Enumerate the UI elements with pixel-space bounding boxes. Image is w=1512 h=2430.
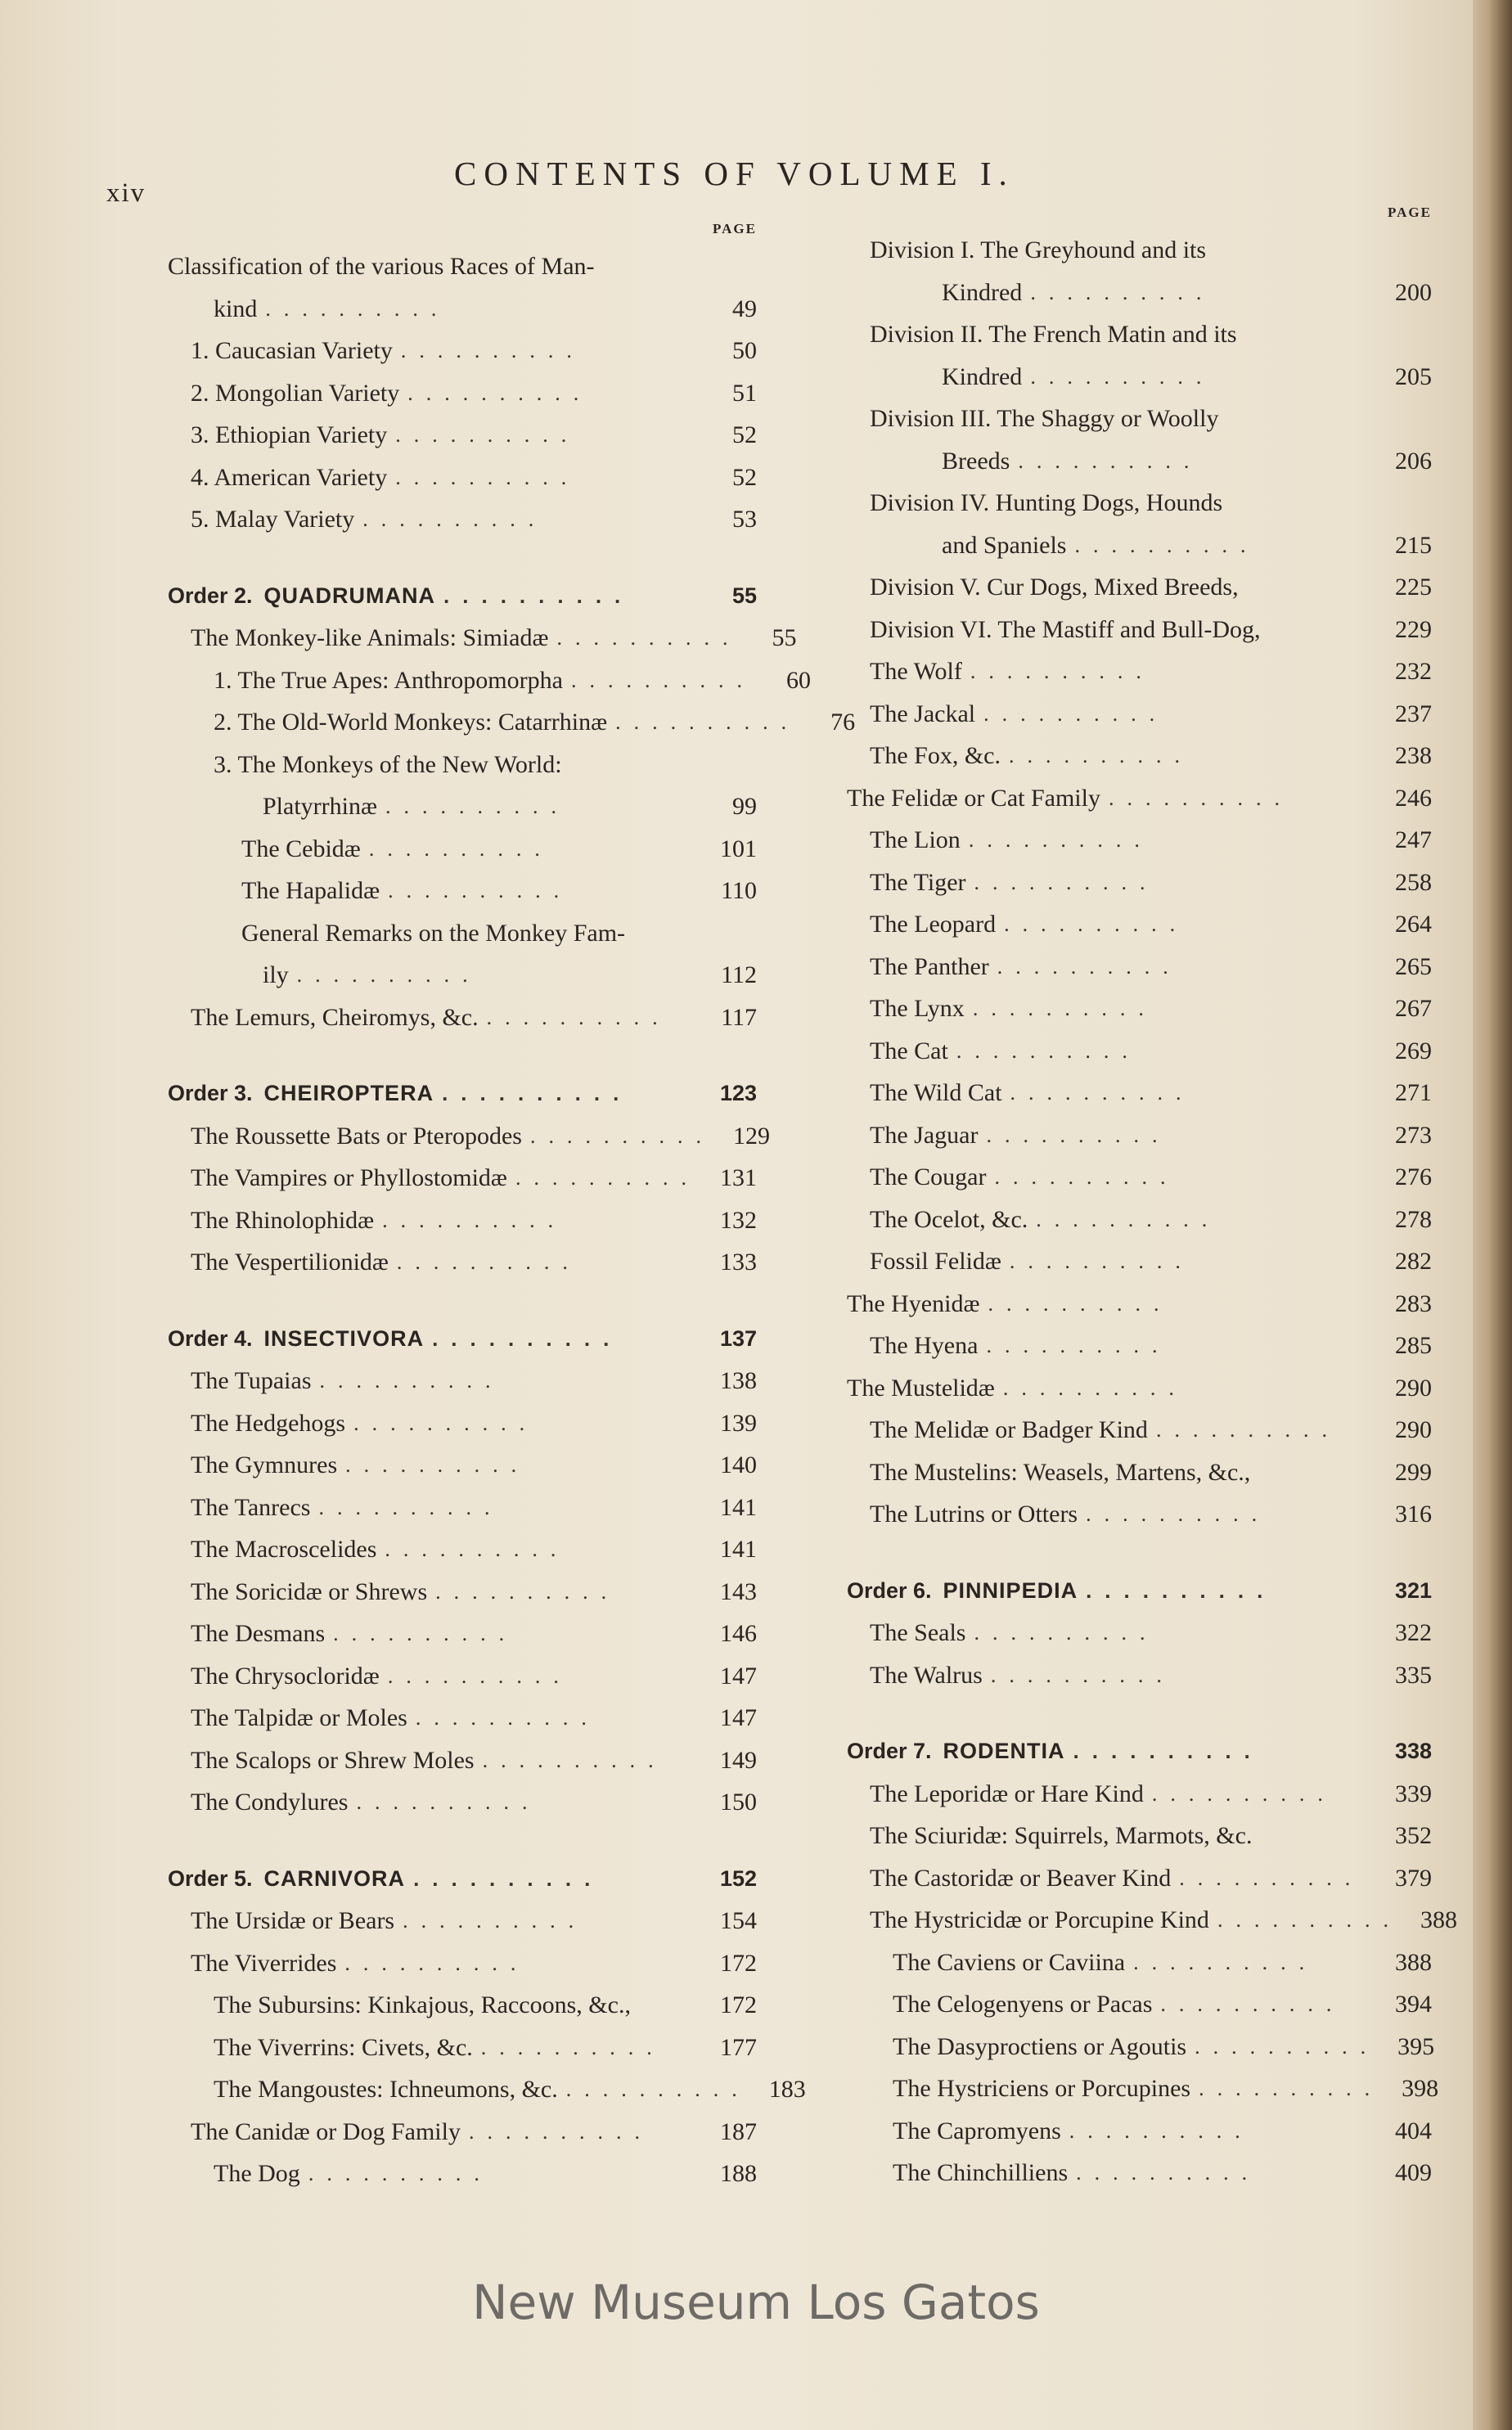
list-item: The Leporidæ or Hare Kind .......... 339 [870,1780,1432,1807]
list-item: The Ocelot, &c. .......... 278 [870,1205,1432,1233]
list-item: The Chrysocloridæ .......... 147 [191,1662,757,1690]
list-item: The Viverrides .......... 172 [191,1949,757,1977]
order-heading-carnivora: Order 5. CARNIVORA .......... 152 [168,1865,757,1891]
list-item: The Hedgehogs .......... 139 [191,1409,757,1437]
list-item: and Spaniels .......... 215 [942,531,1432,559]
order-heading-cheiroptera: Order 3. CHEIROPTERA .......... 123 [168,1081,757,1105]
list-item: The Macroscelides .......... 141 [191,1536,757,1563]
list-item: 3. Ethiopian Variety .......... 52 [191,421,757,448]
varieties-list [168,330,757,541]
watermark: New Museum Los Gatos [472,2275,1040,2330]
list-item: 2. Mongolian Variety .......... 51 [191,379,757,407]
book-binding-edge [1473,0,1512,2430]
list-item: The Lynx .......... 267 [870,995,1432,1022]
page-column-label: PAGE [1388,205,1432,220]
list-item: The Lemurs, Cheiromys, &c. .......... 117 [191,1003,757,1031]
list-item: The Monkey-like Animals: Simiadæ .......... 55 [191,624,797,651]
order-heading-rodentia: Order 7. RODENTIA .......... 338 [847,1739,1432,1763]
entry-classification: kind .......... 49 [214,295,757,322]
list-item: The Seals .......... 322 [870,1619,1432,1646]
list-item: The Leopard .......... 264 [870,911,1432,938]
list-item: Platyrrhinæ .......... 99 [263,793,757,820]
list-item: The Desmans .......... 146 [191,1620,757,1647]
list-item: The Gymnures .......... 140 [191,1451,757,1478]
list-item: The Talpidæ or Moles .......... 147 [191,1704,757,1731]
order-heading-insectivora: Order 4. INSECTIVORA .......... 137 [168,1325,757,1351]
list-item: Breeds .......... 206 [942,447,1432,475]
division-4-line1: Division IV. Hunting Dogs, Hounds [870,489,1223,516]
list-item: The Tiger .......... 258 [870,868,1432,896]
list-item: The Hystricidæ or Porcupine Kind .......... 388 [870,1906,1457,1933]
list-item: The Melidæ or Badger Kind .......... 290 [870,1416,1432,1443]
list-item: The Rhinolophidæ .......... 132 [191,1206,757,1234]
contents-right-column [847,205,1457,2194]
list-item: Kindred .......... 205 [942,362,1432,390]
list-item: The Lion .......... 247 [870,826,1432,853]
list-item: 2. The Old-World Monkeys: Catarrhinæ .......... 76 [214,709,856,736]
order-heading-pinnipedia: Order 6. PINNIPEDIA .......... 321 [847,1577,1432,1603]
list-item: The Ursidæ or Bears .......... 154 [191,1907,757,1934]
list-item: The Mustelidæ .......... 290 [847,1374,1432,1402]
list-item: The Celogenyens or Pacas .......... 394 [893,1991,1432,2018]
division-3-line1: Division III. The Shaggy or Woolly [870,405,1219,432]
list-item: The Dasyproctiens or Agoutis .......... 395 [893,2032,1435,2060]
list-item: The Dog .......... 188 [214,2160,757,2187]
order-heading-quadrumana: Order 2. QUADRUMANA .......... 55 [168,583,757,608]
page-number: xiv [106,178,146,208]
list-item: 4. American Variety .......... 52 [191,463,757,491]
list-item: The Wild Cat .......... 271 [870,1079,1432,1106]
list-item: The Jaguar .......... 273 [870,1121,1432,1149]
list-item: The Cat .......... 269 [870,1037,1432,1064]
list-item: The Wolf .......... 232 [870,658,1432,685]
list-item: Division VI. The Mastiff and Bull-Dog, 229 [870,615,1432,643]
list-item: The Hyenidæ .......... 283 [847,1289,1432,1317]
division-2-line1: Division II. The French Matin and its [870,321,1237,348]
list-item: The Lutrins or Otters .......... 316 [870,1501,1432,1528]
list-item: The Caviens or Caviina .......... 388 [893,1948,1432,1976]
list-item: The Felidæ or Cat Family .......... 246 [847,784,1432,812]
list-item: The Fox, &c. .......... 238 [870,742,1432,769]
list-item: The Walrus .......... 335 [870,1661,1432,1689]
list-item: The Chinchilliens .......... 409 [893,2159,1432,2186]
list-item: The Scalops or Shrew Moles .......... 149 [191,1746,757,1774]
list-item: The Subursins: Kinkajous, Raccoons, &c., 172 [214,1991,757,2018]
list-item: ily .......... 112 [263,961,757,988]
list-item: The Vespertilionidæ .......... 133 [191,1249,757,1276]
list-item: The Mangoustes: Ichneumons, &c. .......... 183 [214,2076,806,2103]
list-item: Division V. Cur Dogs, Mixed Breeds, 225 [870,574,1432,601]
list-item: Kindred .......... 200 [942,278,1432,306]
list-item: 1. The True Apes: Anthropomorpha .......... 60 [214,666,811,694]
list-item: The Cougar .......... 276 [870,1163,1432,1190]
list-item: The Castoridæ or Beaver Kind .......... 379 [870,1864,1432,1892]
page-title: CONTENTS OF VOLUME I. [454,155,1015,192]
list-item: The Canidæ or Dog Family .......... 187 [191,2117,757,2145]
list-item: The Soricidæ or Shrews .......... 143 [191,1577,757,1605]
page-column-label: PAGE [713,221,757,236]
list-item: The Roussette Bats or Pteropodes .......... 129 [191,1122,770,1150]
list-item: The Mustelins: Weasels, Martens, &c., 299 [870,1458,1432,1486]
list-item: The Vampires or Phyllostomidæ .......... 131 [191,1164,757,1191]
list-item: The Cebidæ .......... 101 [241,835,757,862]
entry-remarks-line1: General Remarks on the Monkey Fam- [241,919,626,947]
list-item: The Hapalidæ .......... 110 [241,877,757,904]
list-item: The Tanrecs .......... 141 [191,1493,757,1521]
list-item: The Panther .......... 265 [870,952,1432,980]
list-item: The Hyena .......... 285 [870,1332,1432,1359]
list-item: The Hystriciens or Porcupines .......... 398 [893,2075,1439,2102]
entry-classification-line1: Classification of the various Races of Man- [168,253,595,280]
list-item: 5. Malay Variety .......... 53 [191,506,757,533]
division-1-line1: Division I. The Greyhound and its [870,236,1207,263]
list-item: Fossil Felidæ .......... 282 [870,1248,1432,1275]
list-item: The Viverrins: Civets, &c. .......... 177 [214,2033,757,2061]
entry-newworld-line1: 3. The Monkeys of the New World: [214,750,562,778]
list-item: The Jackal .......... 237 [870,700,1432,727]
list-item: The Condylures .......... 150 [191,1789,757,1816]
list-item: The Tupaias .......... 138 [191,1367,757,1394]
list-item: The Sciuridæ: Squirrels, Marmots, &c. 352 [870,1822,1432,1849]
list-item: 1. Caucasian Variety .......... 50 [191,337,757,364]
list-item: The Capromyens .......... 404 [893,2117,1432,2144]
contents-left-column [168,221,856,2195]
